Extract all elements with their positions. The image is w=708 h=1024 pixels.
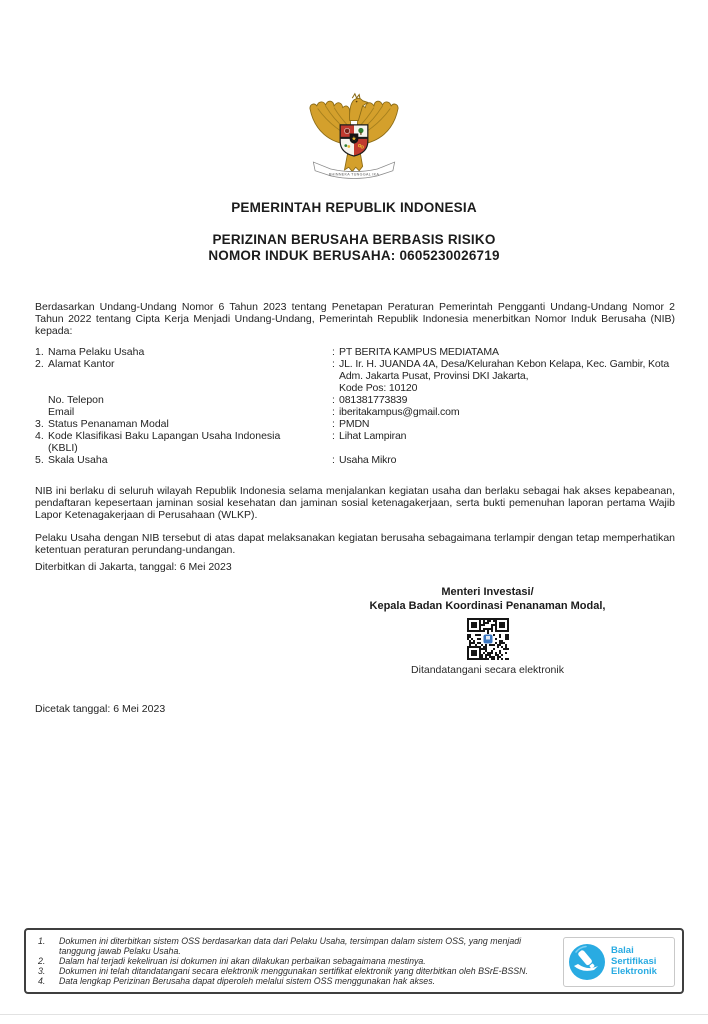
field-label: Nama Pelaku Usaha bbox=[48, 346, 145, 358]
pancasila-shield bbox=[340, 125, 368, 156]
field-row-nama-pelaku-usaha bbox=[35, 346, 685, 358]
field-number: 2. bbox=[35, 358, 44, 370]
field-value: iberitakampus@gmail.com bbox=[339, 406, 460, 418]
field-label: Alamat Kantor bbox=[48, 358, 115, 370]
field-row-no-telepon bbox=[35, 394, 685, 406]
field-number: 3. bbox=[35, 418, 44, 430]
field-colon: : bbox=[332, 358, 335, 370]
field-number: 5. bbox=[35, 454, 44, 466]
field-row-skala-usaha bbox=[35, 454, 685, 466]
nib-number-line: NOMOR INDUK BERUSAHA: 0605230026719 bbox=[208, 248, 500, 263]
field-value: PT BERITA KAMPUS MEDIATAMA bbox=[339, 346, 499, 358]
footer-note: 2. Dalam hal terjadi kekeliruan isi dokumen ini akan dilakukan perbaikan sebagaimana mestinya. bbox=[38, 956, 426, 966]
note-number: 4. bbox=[38, 976, 46, 986]
star-icon: ★ bbox=[351, 136, 357, 143]
field-row-status-penanaman-modal bbox=[35, 418, 685, 430]
field-value: 081381773839 bbox=[339, 394, 408, 406]
field-colon: : bbox=[332, 418, 335, 430]
document-title-line1: PERIZINAN BERUSAHA BERBASIS RISIKO bbox=[212, 232, 496, 247]
field-label: Email bbox=[48, 406, 75, 418]
business-fields-list bbox=[35, 346, 685, 466]
field-colon: : bbox=[332, 394, 335, 406]
field-row-email bbox=[35, 406, 685, 418]
signature-block bbox=[300, 586, 675, 676]
field-colon: : bbox=[332, 346, 335, 358]
field-value: Lihat Lampiran bbox=[339, 430, 407, 442]
field-value: PMDN bbox=[339, 418, 370, 430]
balai-sertifikasi-elektronik-logo bbox=[563, 937, 675, 987]
intro-paragraph: Berdasarkan Undang-Undang Nomor 6 Tahun 2023 tentang Penetapan Peraturan Pemerintah Pengganti Undang-Undang Nomor 2 Tahun 2022 tentang Cipta Kerja Menjadi Undang-Undang, Pemerintah Republik Indonesia menerbitkan Nomor Induk Berusaha (NIB) kepada: bbox=[35, 300, 675, 337]
footer-note: 1. Dokumen ini diterbitkan sistem OSS berdasarkan data dari Pelaku Usaha, tersimpan dalam sistem OSS, yang menjadi tanggung jawab Pelaku Usaha. bbox=[38, 936, 522, 956]
electronic-signature-caption: Ditandatangani secara elektronik bbox=[411, 664, 564, 676]
permission-paragraph: Pelaku Usaha dengan NIB tersebut di atas dapat melaksanakan kegiatan berusaha sebagaimana terlampir dengan tetap memperhatikan ketentuan peraturan perundang-undangan. bbox=[35, 531, 675, 556]
note-number: 2. bbox=[38, 956, 46, 966]
validity-paragraph: NIB ini berlaku di seluruh wilayah Republik Indonesia selama menjalankan kegiatan usaha dan berlaku sebagai hak akses kepabeanan, pendaftaran kepesertaan jaminan sosial kesehatan dan jaminan sosial ketenagakerjaan, serta bukti pemenuhan laporan pertama Wajib Lapor Ketenagakerjaan di Perusahaan (WLKP). bbox=[35, 484, 675, 521]
field-row-kbli bbox=[35, 430, 685, 454]
field-value: Usaha Mikro bbox=[339, 454, 397, 466]
field-row-alamat-kantor bbox=[35, 358, 685, 394]
field-colon: : bbox=[332, 430, 335, 442]
field-label: Skala Usaha bbox=[48, 454, 108, 466]
field-colon: : bbox=[332, 454, 335, 466]
motto-text: BHINNEKA TUNGGAL IKA bbox=[328, 172, 380, 177]
printed-date-line: Dicetak tanggal: 6 Mei 2023 bbox=[35, 703, 166, 715]
footer-note: 3. Dokumen ini telah ditandatangani secara elektronik menggunakan sertifikat elektronik yang diterbitkan oleh BSrE-BSSN. bbox=[38, 966, 528, 976]
field-label: No. Telepon bbox=[48, 394, 104, 406]
signatory-title-line2: Kepala Badan Koordinasi Penanaman Modal, bbox=[369, 599, 606, 612]
page-bottom-edge bbox=[0, 1014, 708, 1015]
field-label: Kode Klasifikasi Baku Lapangan Usaha Indonesia (KBLI) bbox=[48, 430, 281, 454]
issued-line: Diterbitkan di Jakarta, tanggal: 6 Mei 2023 bbox=[35, 561, 232, 573]
footer-note: 4. Data lengkap Perizinan Berusaha dapat diperoleh melalui sistem OSS menggunakan hak akses. bbox=[38, 976, 436, 986]
government-title: PEMERINTAH REPUBLIK INDONESIA bbox=[231, 200, 477, 215]
garuda-pancasila-emblem bbox=[302, 86, 406, 188]
bse-logo-text: Balai Sertifikasi Elektronik bbox=[611, 945, 657, 978]
field-number: 1. bbox=[35, 346, 44, 358]
field-colon: : bbox=[332, 406, 335, 418]
footer-notes-box bbox=[24, 928, 684, 994]
field-label: Status Penanaman Modal bbox=[48, 418, 169, 430]
note-number: 1. bbox=[38, 936, 46, 946]
qr-code bbox=[467, 618, 509, 660]
field-value: JL. Ir. H. JUANDA 4A, Desa/Kelurahan Kebon Kelapa, Kec. Gambir, Kota Adm. Jakarta Pusat, Provinsi DKI Jakarta, Kode Pos: 10120 bbox=[339, 358, 670, 394]
bse-logo-icon bbox=[568, 943, 606, 981]
field-number: 4. bbox=[35, 430, 44, 442]
document-title bbox=[0, 232, 708, 264]
footer-notes-list bbox=[38, 936, 558, 986]
signatory-title-line1: Menteri Investasi/ bbox=[441, 586, 534, 598]
note-number: 3. bbox=[38, 966, 46, 976]
